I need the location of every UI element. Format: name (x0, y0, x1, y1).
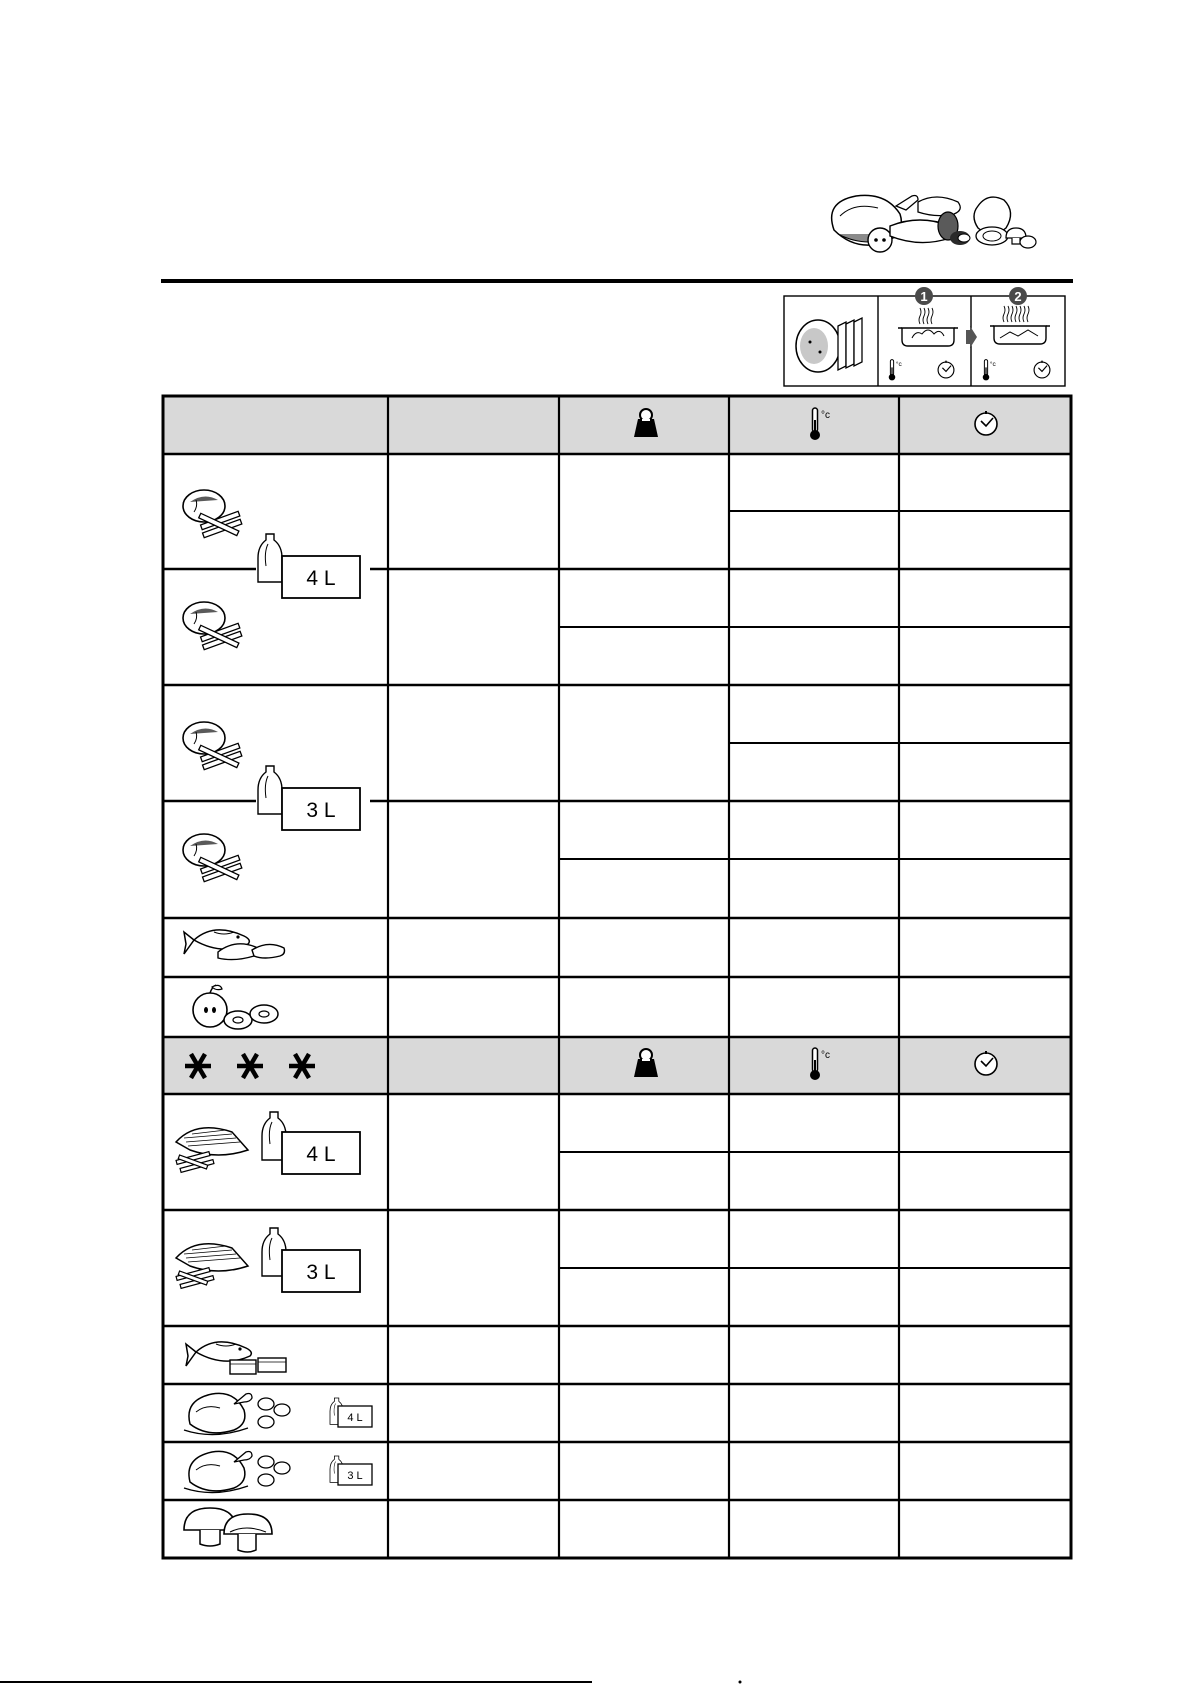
footer-mark (739, 1681, 742, 1684)
potato-fries-icon (796, 318, 862, 372)
fish-blocks-icon (230, 1358, 286, 1374)
mushroom-icon (184, 1508, 272, 1552)
footer-rule (0, 1681, 592, 1683)
chicken-icon (184, 1451, 252, 1492)
volume-label: 4 L (306, 1143, 336, 1166)
step2-number: 2 (1014, 289, 1022, 304)
oil-bottle-icon (258, 534, 282, 582)
instruction-panel (784, 287, 1065, 386)
volume-box (282, 788, 360, 830)
volume-label: 3 L (306, 1261, 336, 1284)
small-volume-box (330, 1456, 372, 1485)
potato-fries-icon (183, 834, 242, 882)
food-assortment-illustration (832, 195, 1036, 252)
small-volume-box (330, 1398, 372, 1427)
nuggets-icon (258, 1456, 290, 1486)
fillet-icon (218, 944, 285, 960)
frozen-fries-bag-icon (176, 1128, 248, 1173)
apple-rings-icon (193, 985, 278, 1029)
chicken-icon (184, 1393, 252, 1434)
volume-box (282, 556, 360, 598)
potato-fries-icon (183, 722, 242, 770)
volume-label: 4 L (347, 1412, 363, 1424)
step2-badge (1009, 287, 1027, 305)
cooking-table (163, 396, 1071, 1558)
header-rule (161, 279, 1073, 283)
oil-bottle-icon (258, 766, 282, 814)
table-header-row (163, 396, 1071, 454)
step1-number: 1 (920, 289, 928, 304)
step1-badge (915, 287, 933, 305)
volume-label: 4 L (306, 567, 336, 590)
frozen-fries-bag-icon (176, 1244, 248, 1289)
frozen-fries-4l-row-food (176, 1112, 360, 1174)
nuggets-icon (258, 1398, 290, 1428)
volume-label: 3 L (347, 1470, 363, 1482)
potato-fries-icon (183, 490, 242, 538)
potato-fries-icon (183, 602, 242, 650)
frozen-fries-3l-row-food (176, 1228, 360, 1292)
volume-label: 3 L (306, 799, 336, 822)
